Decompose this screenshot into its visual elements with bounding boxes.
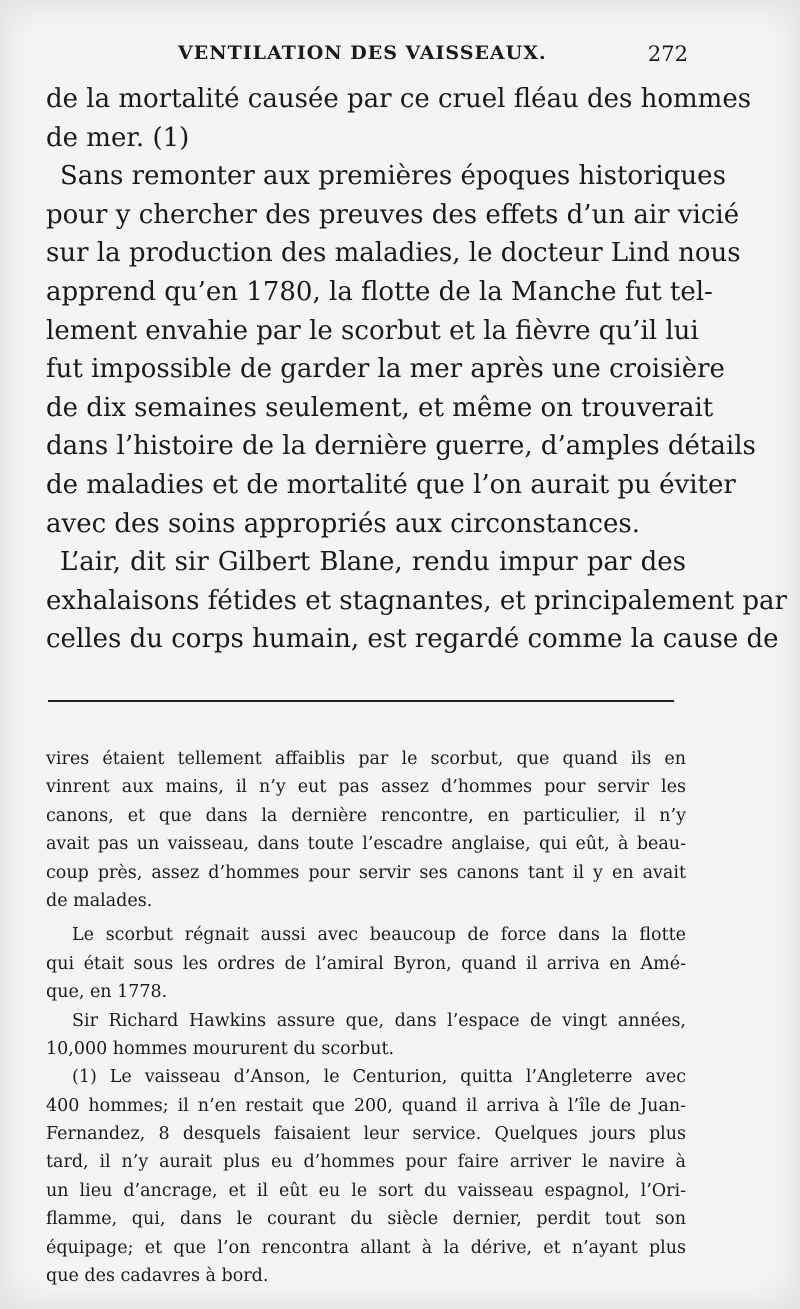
note-line: qui était sous les ordres de l’amiral Byron, quand il arriva en Amé- — [46, 953, 686, 974]
text-line: exhalaisons fétides et stagnantes, et principalement par — [46, 585, 787, 616]
text-line: lement envahie par le scorbut et la fièvre qu’il lui — [46, 315, 699, 346]
text-line: dans l’histoire de la dernière guerre, d’amples détails — [46, 431, 756, 462]
text-line: de la mortalité causée par ce cruel fléau des hommes — [46, 84, 752, 114]
note-line: vires étaient tellement affaiblis par le scorbut, que quand ils en — [46, 749, 686, 769]
note-line: Sir Richard Hawkins assure que, dans l’espace de vingt années, — [72, 1010, 686, 1031]
note-line: vinrent aux mains, il n’y eut pas assez d’hommes pour servir les — [46, 777, 686, 798]
text-line: Sans remonter aux premières époques historiques — [60, 161, 726, 192]
note-line: 10,000 hommes moururent du scorbut. — [46, 1038, 395, 1059]
note-line: Le scorbut régnait aussi avec beaucoup de force dans la flotte — [72, 925, 686, 946]
footnote-separator — [48, 700, 674, 702]
note-line: un lieu d’ancrage, et il eût eu le sort du vaisseau espagnol, l’Ori- — [46, 1180, 686, 1201]
running-title: VENTILATION DES VAISSEAUX. — [178, 42, 547, 64]
text-line: de maladies et de mortalité que l’on aurait pu éviter — [46, 469, 736, 500]
text-line: apprend qu’en 1780, la flotte de la Manche fut tel- — [46, 276, 713, 307]
running-head — [48, 36, 688, 72]
note-line: de malades. — [46, 890, 153, 911]
text-line: pour y chercher des preuves des effets d’un air vicié — [46, 199, 740, 230]
note-line: avait pas un vaisseau, dans toute l’escadre anglaise, qui eût, à beau- — [46, 834, 686, 855]
text-line: de dix semaines seulement, et même on trouverait — [46, 392, 714, 423]
text-line: L’air, dit sir Gilbert Blane, rendu impur par des — [60, 547, 686, 578]
footnotes — [46, 745, 686, 1290]
note-line: flamme, qui, dans le courant du siècle dernier, perdit tout son — [46, 1209, 686, 1230]
note-line: que des cadavres à bord. — [46, 1266, 269, 1287]
note-line: coup près, assez d’hommes pour servir ses canons tant il y en avait — [46, 862, 686, 883]
text-line: de mer. (1) — [46, 122, 190, 153]
note-line: que, en 1778. — [46, 982, 168, 1003]
note-line: canons, et que dans la dernière rencontre, en particulier, il n’y — [46, 805, 686, 826]
text-line: fut impossible de garder la mer après une croisière — [46, 354, 725, 385]
text-line: celles du corps humain, est regardé comme la cause de — [46, 624, 779, 655]
page-number: 272 — [647, 42, 688, 66]
note-line: tard, il n’y aurait plus eu d’hommes pour faire arriver le navire à — [46, 1152, 686, 1173]
note-line: équipage; et que l’on rencontra allant à la dérive, et n’ayant plus — [46, 1237, 686, 1258]
main-text — [46, 80, 787, 659]
note-line: Fernandez, 8 desquels faisaient leur service. Quelques jours plus — [46, 1124, 686, 1145]
note-line: (1) Le vaisseau d’Anson, le Centurion, quitta l’Angleterre avec — [72, 1067, 686, 1088]
text-line: sur la production des maladies, le docteur Lind nous — [46, 238, 741, 269]
text-line: avec des soins appropriés aux circonstances. — [46, 508, 640, 539]
note-line: 400 hommes; il n’en restait que 200, quand il arriva à l’île de Juan- — [46, 1095, 686, 1116]
